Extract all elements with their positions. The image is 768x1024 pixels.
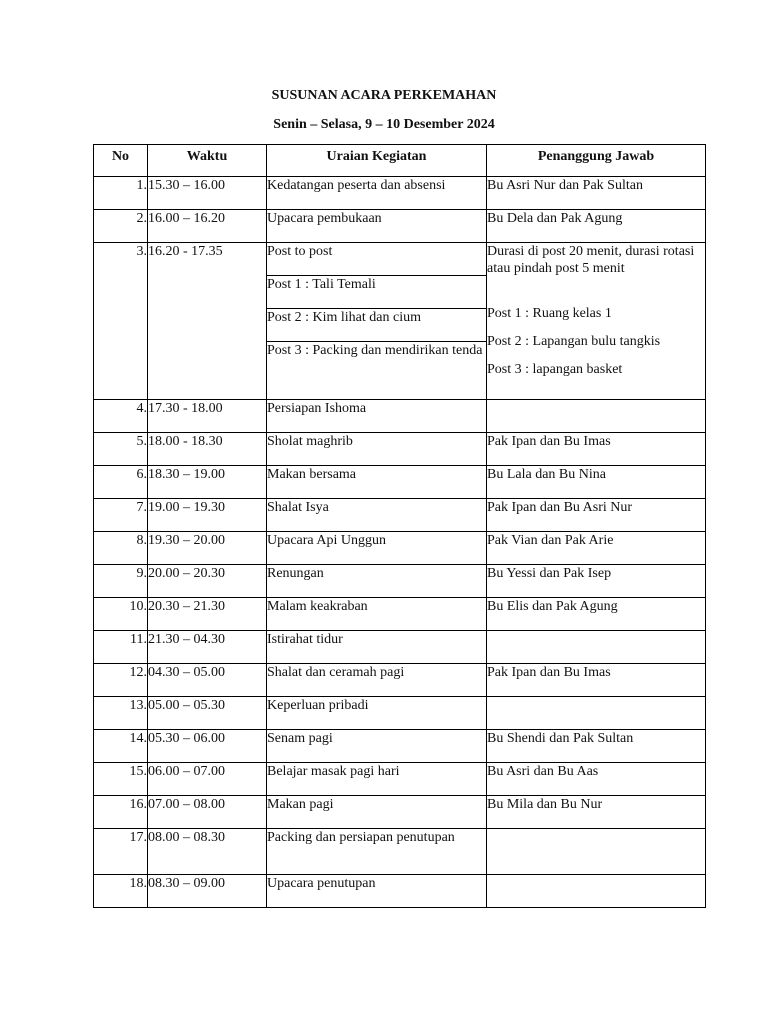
row-pic: Bu Lala dan Bu Nina — [487, 466, 706, 499]
row-activity: Belajar masak pagi hari — [267, 763, 487, 796]
table-row — [94, 829, 706, 875]
row-pic: Bu Dela dan Pak Agung — [487, 210, 706, 243]
row-time: 08.30 – 09.00 — [148, 875, 267, 908]
row-time: 04.30 – 05.00 — [148, 664, 267, 697]
document-title: SUSUNAN ACARA PERKEMAHAN — [271, 88, 497, 103]
row-pic: Bu Shendi dan Pak Sultan — [487, 730, 706, 763]
row-no: 15. — [94, 763, 148, 796]
row-time: 05.30 – 06.00 — [148, 730, 267, 763]
table-row — [94, 697, 706, 730]
header-no: No — [94, 145, 148, 177]
table-row — [94, 210, 706, 243]
row-time: 07.00 – 08.00 — [148, 796, 267, 829]
row-time: 08.00 – 08.30 — [148, 829, 267, 875]
post-pic-cell — [487, 243, 706, 400]
post-location-2: Post 2 : Lapangan bulu tangkis — [487, 334, 661, 349]
row-time: 18.00 - 18.30 — [148, 433, 267, 466]
row-time: 05.00 – 05.30 — [148, 697, 267, 730]
row-no: 10. — [94, 598, 148, 631]
row-no: 5. — [94, 433, 148, 466]
row-pic: Pak Vian dan Pak Arie — [487, 532, 706, 565]
table-row — [94, 598, 706, 631]
row-no: 7. — [94, 499, 148, 532]
row-activity: Senam pagi — [267, 730, 487, 763]
post-location-1: Post 1 : Ruang kelas 1 — [487, 306, 612, 321]
row-pic — [487, 631, 706, 664]
row-no: 11. — [94, 631, 148, 664]
row-time: 19.00 – 19.30 — [148, 499, 267, 532]
row-activity: Keperluan pribadi — [267, 697, 487, 730]
table-row — [94, 565, 706, 598]
table-row — [94, 730, 706, 763]
row-no: 13. — [94, 697, 148, 730]
table-header-row — [94, 145, 706, 177]
table-row — [94, 433, 706, 466]
row-pic: Bu Yessi dan Pak Isep — [487, 565, 706, 598]
header-activity: Uraian Kegiatan — [267, 145, 487, 177]
row-time: 06.00 – 07.00 — [148, 763, 267, 796]
post-activity-3: Post 3 : Packing dan mendirikan tenda — [267, 342, 487, 400]
row-pic: Bu Elis dan Pak Agung — [487, 598, 706, 631]
table-row — [94, 664, 706, 697]
table-row — [94, 763, 706, 796]
row-activity: Makan bersama — [267, 466, 487, 499]
row-activity: Istirahat tidur — [267, 631, 487, 664]
row-no: 2. — [94, 210, 148, 243]
row-activity: Malam keakraban — [267, 598, 487, 631]
row-activity: Renungan — [267, 565, 487, 598]
table-row — [94, 796, 706, 829]
table-row — [94, 466, 706, 499]
row-pic — [487, 875, 706, 908]
row-time: 17.30 - 18.00 — [148, 400, 267, 433]
table-row — [94, 400, 706, 433]
row-pic: Pak Ipan dan Bu Imas — [487, 433, 706, 466]
schedule-table — [93, 144, 706, 908]
row-time: 19.30 – 20.00 — [148, 532, 267, 565]
row-activity: Persiapan Ishoma — [267, 400, 487, 433]
post-duration-note: Durasi di post 20 menit, durasi rotasi atau pindah post 5 menit — [487, 244, 695, 276]
row-pic: Bu Mila dan Bu Nur — [487, 796, 706, 829]
row-pic: Bu Asri dan Bu Aas — [487, 763, 706, 796]
post-activity-intro: Post to post — [267, 243, 487, 276]
row-pic — [487, 400, 706, 433]
row-time: 21.30 – 04.30 — [148, 631, 267, 664]
row-activity: Upacara Api Unggun — [267, 532, 487, 565]
table-row — [94, 177, 706, 210]
row-no: 1. — [94, 177, 148, 210]
row-time: 16.00 – 16.20 — [148, 210, 267, 243]
post-activity-2: Post 2 : Kim lihat dan cium — [267, 309, 487, 342]
row-no: 9. — [94, 565, 148, 598]
row-activity: Upacara pembukaan — [267, 210, 487, 243]
post-activity-1: Post 1 : Tali Temali — [267, 276, 487, 309]
table-row — [94, 499, 706, 532]
table-row — [94, 532, 706, 565]
row-activity: Shalat dan ceramah pagi — [267, 664, 487, 697]
row-no: 4. — [94, 400, 148, 433]
post-location-3: Post 3 : lapangan basket — [487, 362, 623, 377]
row-no: 18. — [94, 875, 148, 908]
row-no: 16. — [94, 796, 148, 829]
row-no: 12. — [94, 664, 148, 697]
row-time: 20.30 – 21.30 — [148, 598, 267, 631]
row-pic — [487, 697, 706, 730]
row-time: 18.30 – 19.00 — [148, 466, 267, 499]
row-activity: Sholat maghrib — [267, 433, 487, 466]
row-no: 3. — [94, 243, 148, 400]
table-row — [94, 875, 706, 908]
row-time: 15.30 – 16.00 — [148, 177, 267, 210]
header-pic: Penanggung Jawab — [487, 145, 706, 177]
table-row-post-block — [94, 243, 706, 276]
row-time: 20.00 – 20.30 — [148, 565, 267, 598]
row-no: 6. — [94, 466, 148, 499]
row-pic: Pak Ipan dan Bu Asri Nur — [487, 499, 706, 532]
row-activity: Packing dan persiapan penutupan — [267, 829, 487, 875]
row-pic — [487, 829, 706, 875]
row-pic: Pak Ipan dan Bu Imas — [487, 664, 706, 697]
table-row — [94, 631, 706, 664]
header-time: Waktu — [148, 145, 267, 177]
document-subtitle: Senin – Selasa, 9 – 10 Desember 2024 — [273, 117, 495, 132]
row-activity: Makan pagi — [267, 796, 487, 829]
row-no: 14. — [94, 730, 148, 763]
row-activity: Upacara penutupan — [267, 875, 487, 908]
row-activity: Shalat Isya — [267, 499, 487, 532]
row-no: 8. — [94, 532, 148, 565]
row-activity: Kedatangan peserta dan absensi — [267, 177, 487, 210]
row-time: 16.20 - 17.35 — [148, 243, 267, 400]
row-no: 17. — [94, 829, 148, 875]
row-pic: Bu Asri Nur dan Pak Sultan — [487, 177, 706, 210]
